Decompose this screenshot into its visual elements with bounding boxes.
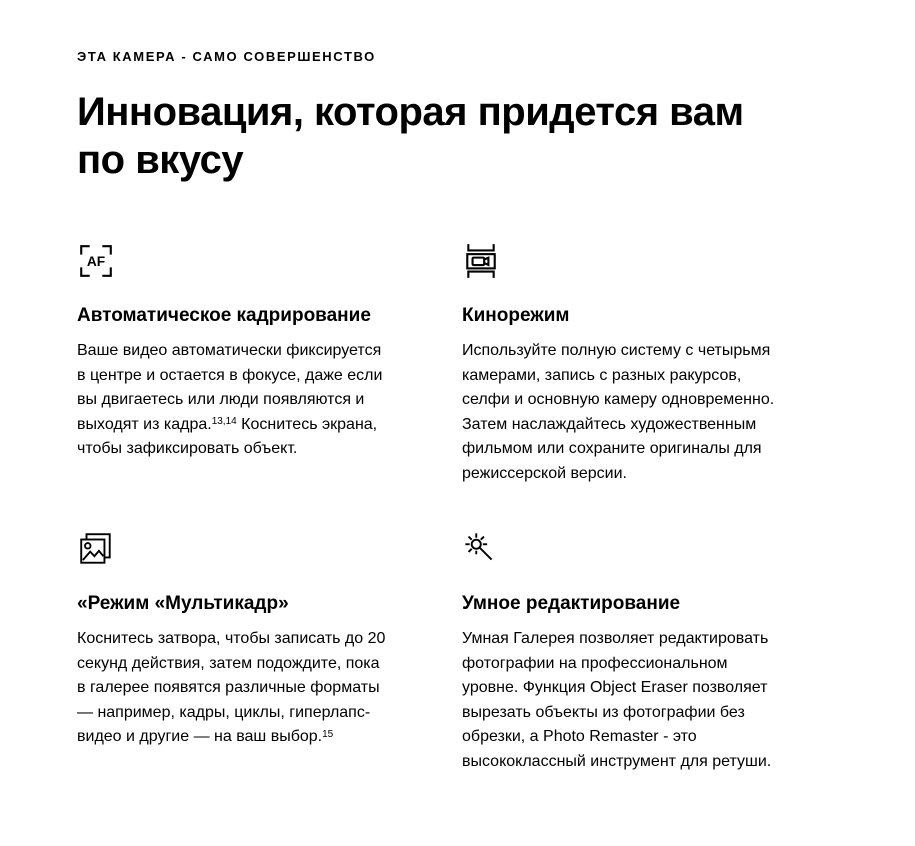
gallery-photos-icon [77,530,115,568]
footnote-ref: 15 [322,728,334,740]
footnote-ref: 13,14 [211,416,237,427]
feature-title: Автоматическое кадрирование [77,305,371,326]
feature-cinema-mode [462,242,777,486]
section-title: Инновация, которая придется вам по вкусу [77,90,744,182]
feature-auto-framing [77,242,392,486]
feature-description: Коснитесь затвора, чтобы записать до 20 секунд действия, затем подождите, пока в галерее появятся различные форматы — например, кадры, циклы, гиперлапс-видео и другие — на ваш выбор.$^{15}$ [77,630,386,745]
af-icon-label: AF [86,253,106,269]
feature-description: Ваше видео автоматически фиксируется в центре и остается в фокусе, даже если вы двигаетесь или люди появляются и выходят из кадра.$^{13,14}$ Коснитесь экрана, чтобы зафиксировать объект. [77,342,383,457]
feature-description: Используйте полную систему с четырьмя камерами, запись с разных ракурсов, селфи и основную камеру одновременно. Затем наслаждайтесь художественным фильмом или сохраните оригиналы для режиссерской версии. [462,342,775,482]
feature-title: Умное редактирование [462,593,681,614]
feature-single-take [77,530,392,774]
feature-description: Умная Галерея позволяет редактировать фотографии на профессиональном уровне. Функция Object Eraser позволяет вырезать объекты из фотографии без обрезки, а Photo Remaster - это высококлассный инструмент для ретуши. [462,630,772,770]
section-eyebrow: ЭТА КАМЕРА - САМО СОВЕРШЕНСТВО [77,49,376,64]
feature-title: «Режим «Мультикадр» [77,593,289,614]
feature-title: Кинорежим [462,305,570,326]
magic-wand-sparkle-icon [462,530,500,568]
feature-smart-editing [462,530,777,774]
cinema-film-camera-icon [462,242,500,280]
features-grid [77,242,855,774]
af-focus-frame-icon [77,242,115,280]
